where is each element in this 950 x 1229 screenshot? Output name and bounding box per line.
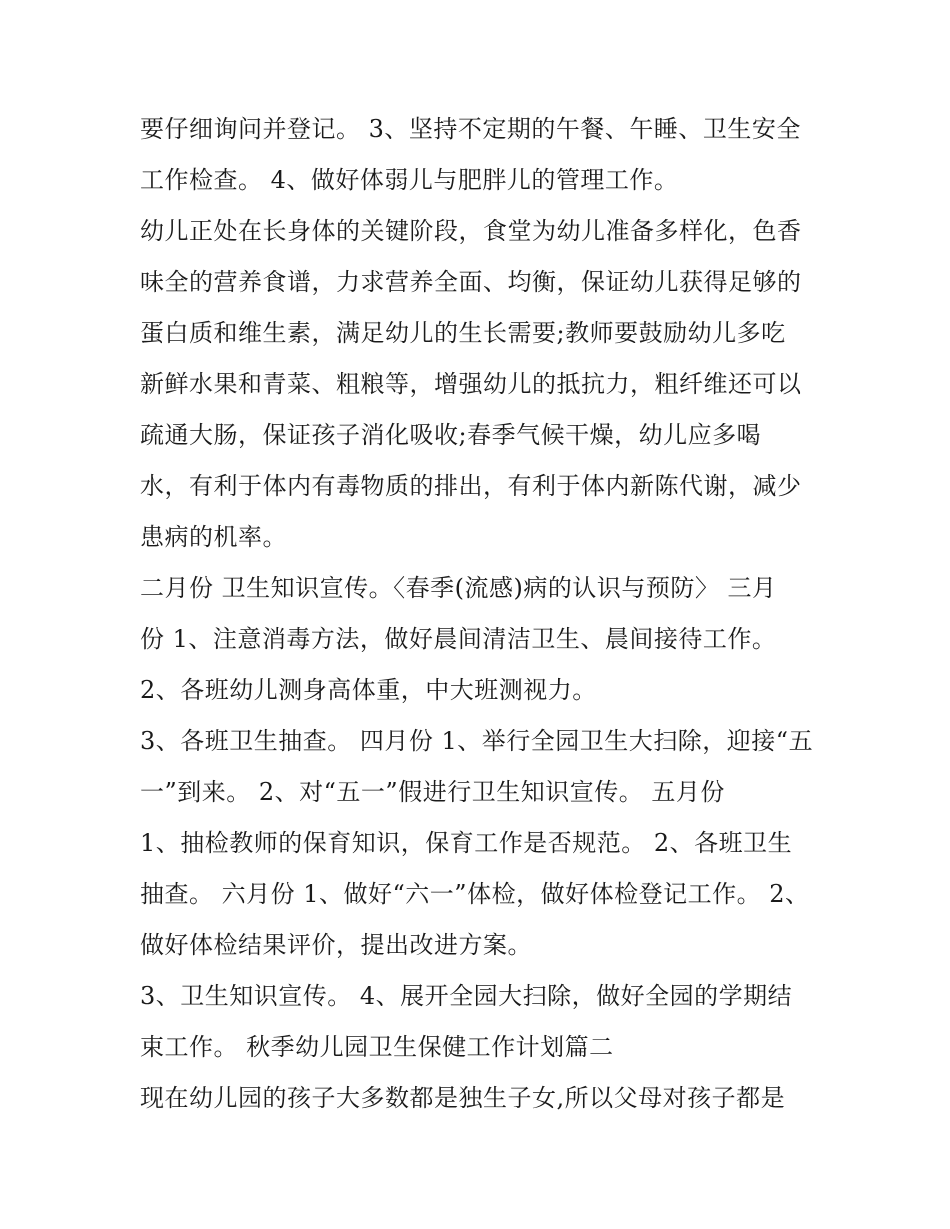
text-line: 水，有利于体内有毒物质的排出，有利于体内新陈代谢，减少: [140, 472, 802, 500]
text-line: 一”到来。 2、对“五一”假进行卫生知识宣传。 五月份: [140, 778, 725, 806]
text-line: 工作检查。 4、做好体弱儿与肥胖儿的管理工作。: [140, 166, 679, 194]
text-line: 二月份 卫生知识宣传。〈春季(流感)病的认识与预防〉 三月: [140, 574, 777, 602]
text-line: 抽查。 六月份 1、做好“六一”体检，做好体检登记工作。 2、: [140, 880, 810, 908]
text-line: 患病的机率。: [140, 523, 287, 551]
text-line: 2、各班幼儿测身高体重，中大班测视力。: [140, 676, 597, 704]
text-line: 味全的营养食谱，力求营养全面、均衡，保证幼儿获得足够的: [140, 268, 802, 296]
text-line: 要仔细询问并登记。 3、坚持不定期的午餐、午睡、卫生安全: [140, 115, 801, 143]
text-line: 3、卫生知识宣传。 4、展开全园大扫除，做好全园的学期结: [140, 982, 793, 1010]
text-line: 1、抽检教师的保育知识，保育工作是否规范。 2、各班卫生: [140, 829, 793, 857]
text-line: 份 1、注意消毒方法，做好晨间清洁卫生、晨间接待工作。: [140, 625, 777, 653]
text-line: 蛋白质和维生素，满足幼儿的生长需要;教师要鼓励幼儿多吃: [140, 319, 786, 347]
text-line: 束工作。 秋季幼儿园卫生保健工作计划篇二: [140, 1033, 614, 1061]
text-line: 幼儿正处在长身体的关键阶段，食堂为幼儿准备多样化，色香: [140, 217, 802, 245]
text-line: 现在幼儿园的孩子大多数都是独生子女,所以父母对孩子都是: [140, 1084, 786, 1112]
text-line: 做好体检结果评价，提出改进方案。: [140, 931, 532, 959]
text-line: 3、各班卫生抽查。 四月份 1、举行全园卫生大扫除，迎接“五: [140, 727, 814, 755]
text-line: 新鲜水果和青菜、粗粮等，增强幼儿的抵抗力，粗纤维还可以: [140, 370, 802, 398]
text-line: 疏通大肠，保证孩子消化吸收;春季气候干燥，幼儿应多喝: [140, 421, 762, 449]
